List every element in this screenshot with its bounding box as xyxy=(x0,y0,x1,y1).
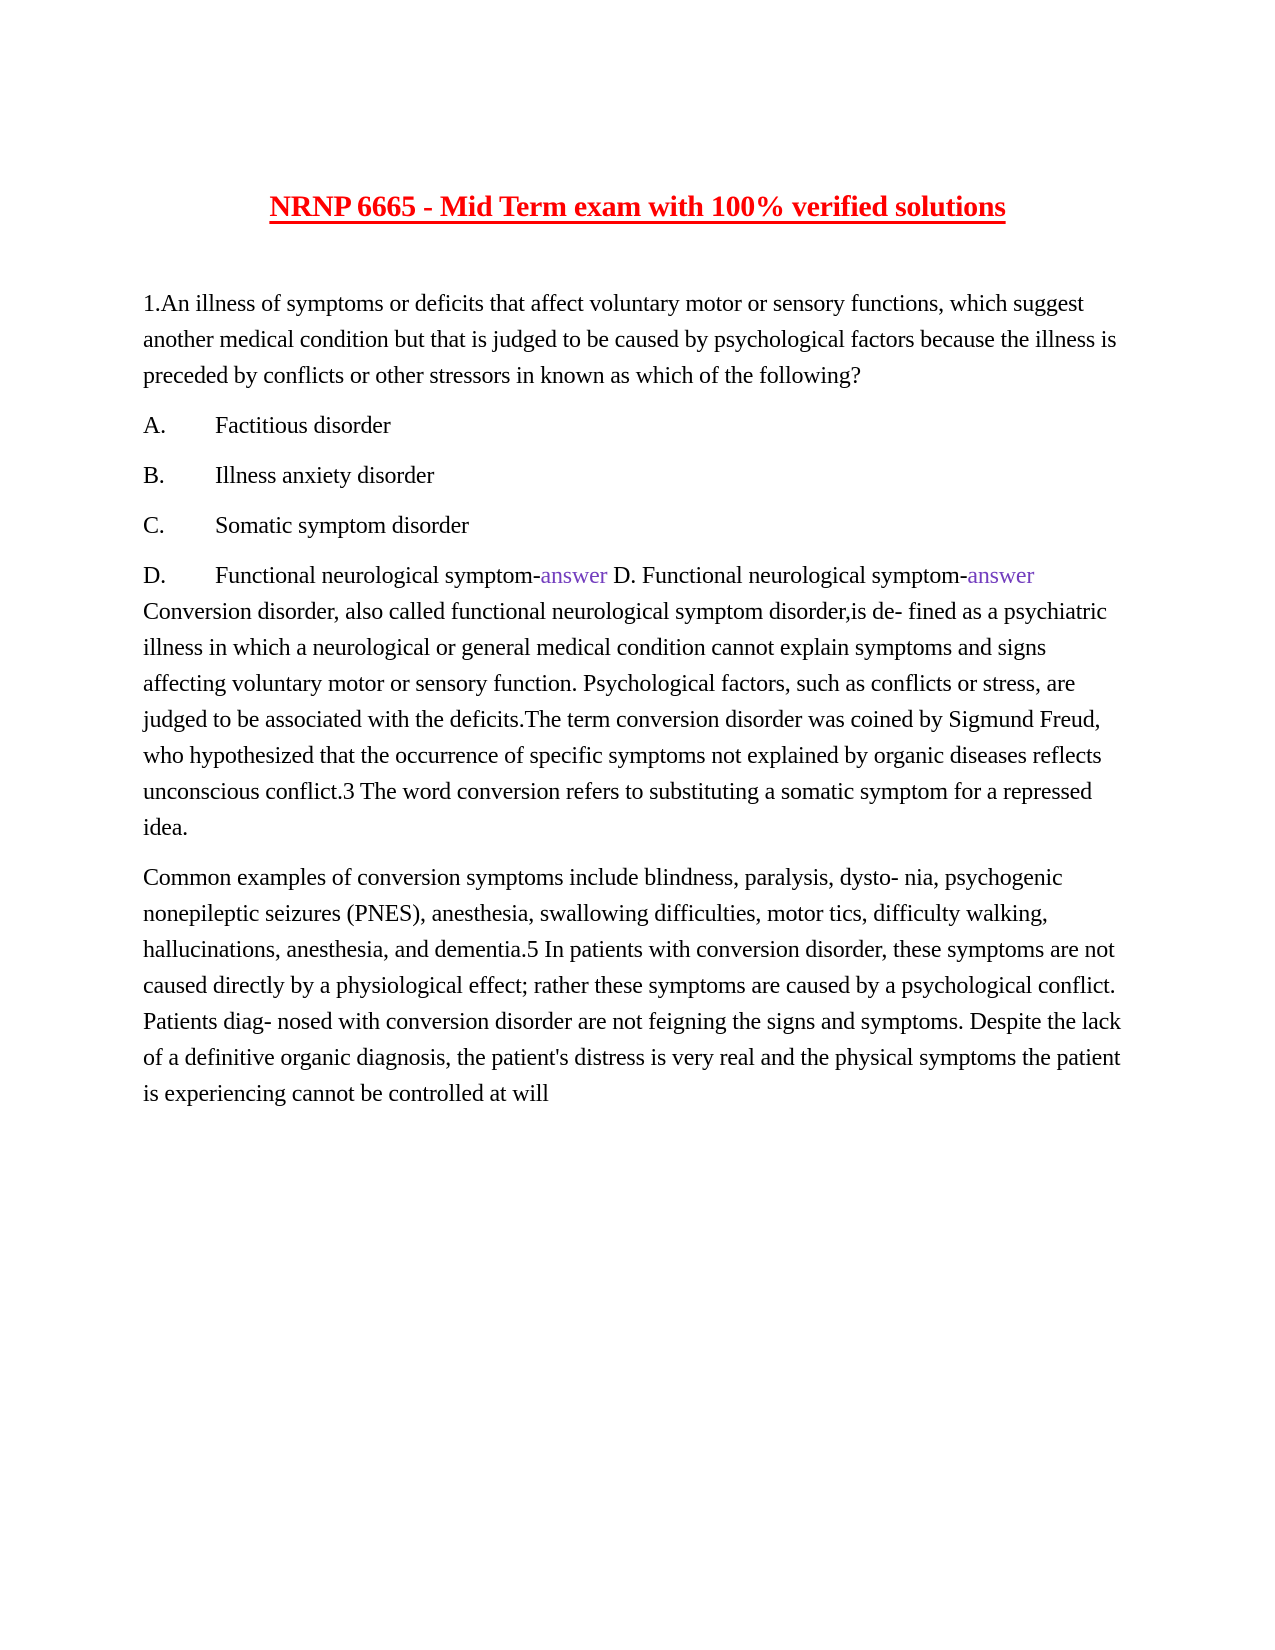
answer-marker: answer xyxy=(540,563,608,589)
closing-paragraph: Common examples of conversion symptoms include blindness, paralysis, dysto- nia, psychogenic nonepileptic seizures (PNES), anesthesia, swallowing difficulties, motor tics, difficulty walking, hallucinations, anesthesia, and dementia.5 In patients with conversion disorder, these symptoms are not caused directly by a physiological effect; rather these symptoms are caused by a psychological conflict. Patients diag- nosed with conversion disorder are not feigning the signs and symptoms. Despite the lack of a definitive organic diagnosis, the patient's distress is very real and the physical symptoms the patient is experiencing cannot be controlled at will xyxy=(143,865,1121,1107)
option-b-text: Illness anxiety disorder xyxy=(215,463,435,489)
option-a-text: Factitious disorder xyxy=(215,413,391,439)
option-d-text xyxy=(143,563,1107,841)
question-text: 1.An illness of symptoms or deficits that affect voluntary motor or sensory functions, which suggest another medical condition but that is judged to be caused by psychological factors because the illness is preceded by conflicts or other stressors in known as which of the following? xyxy=(143,291,1117,389)
option-b-letter: B. xyxy=(143,463,165,489)
option-d-letter: D. xyxy=(143,563,166,589)
answer-marker: answer xyxy=(967,563,1035,589)
option-c xyxy=(143,508,1132,544)
option-a xyxy=(143,408,1132,444)
option-d xyxy=(143,558,1132,846)
text-run: Conversion disorder, also called functional neurological symptom disorder,is de- fined as a psychiatric illness in which a neurological or general medical condition cannot explain symptoms and signs affecting voluntary motor or sensory function. Psychological factors, such as conflicts or stress, are judged to be associated with the deficits.The term conversion disorder was coined by Sigmund Freud, who hypothesized that the occurrence of specific symptoms not explained by organic diseases reflects unconscious conflict.3 The word conversion refers to substituting a somatic symptom for a repressed idea. xyxy=(143,599,1107,841)
option-a-letter: A. xyxy=(143,413,166,439)
option-b xyxy=(143,458,1132,494)
document-title: NRNP 6665 - Mid Term exam with 100% verified solutions xyxy=(269,190,1006,223)
text-run: Functional neurological symptom- xyxy=(215,563,541,589)
text-run: D. Functional neurological symptom- xyxy=(607,563,968,589)
option-c-letter: C. xyxy=(143,513,165,539)
option-c-text: Somatic symptom disorder xyxy=(215,513,469,539)
